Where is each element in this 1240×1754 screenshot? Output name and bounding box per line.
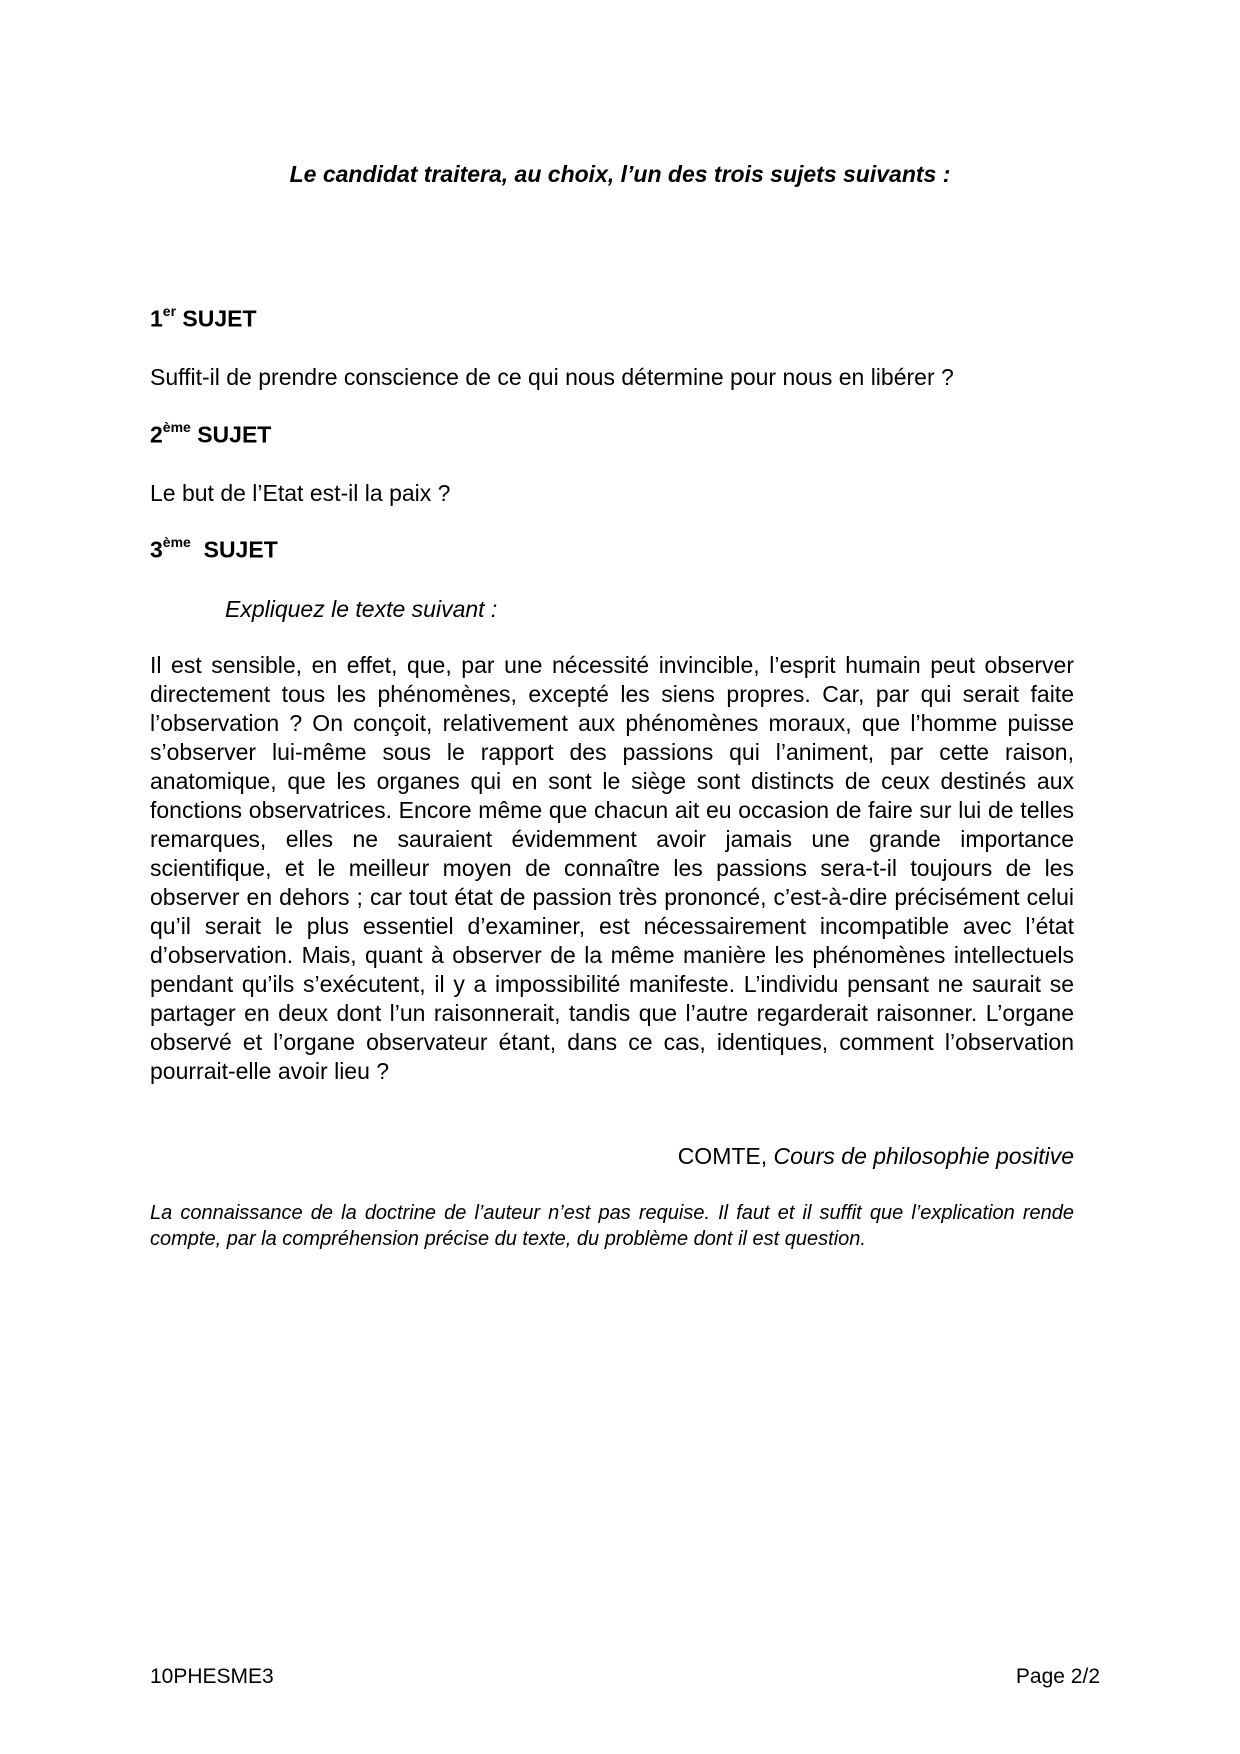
explanation-note: La connaissance de la doctrine de l’auteur n’est pas requise. Il faut et il suffit que l’explication rende compte, par la compréhension précise du texte, du problème dont il est question. [150, 1202, 1074, 1250]
sujet-3-ordinal: ème [162, 534, 191, 550]
sujet-3-heading [150, 536, 278, 564]
footer-exam-code: 10PHESME3 [150, 1665, 274, 1688]
sujet-3-label: SUJET [203, 536, 278, 563]
philosophy-passage: Il est sensible, en effet, que, par une nécessité invincible, l’esprit humain peut observer directement tous les phénomènes, excepté les siens propres. Car, par qui serait faite l’observation ? On conçoit, relativement aux phénomènes moraux, que l’homme puisse s’observer lui-même sous le rapport des passions qui l’animent, par cette raison, anatomique, que les organes qui en sont le siège sont distincts de ceux destinés aux fonctions observatrices. Encore même que chacun ait eu occasion de faire sur lui de telles remarques, elles ne sauraient évidemment avoir jamais une grande importance scientifique, et le meilleur moyen de connaître les passions sera-t-il toujours de les observer en dehors ; car tout état de passion très prononcé, c’est-à-dire précisément celui qu’il serait le plus essentiel d’examiner, est nécessairement incompatible avec l’état d’observation. Mais, quant à observer de la même manière les phénomènes intellectuels pendant qu’ils s’exécutent, il y a impossibilité manifeste. L’individu pensant ne saurait se partager en deux dont l’un raisonnerait, tandis que l’autre regarderait raisonner. L’organe observé et l’organe observateur étant, dans ce cas, identiques, comment l’observation pourrait-elle avoir lieu ? [150, 652, 1074, 1084]
sujet-1-ordinal: er [162, 303, 177, 319]
sujet-3-number: 3 [150, 536, 163, 563]
passage-source [150, 1143, 1074, 1170]
source-author: COMTE, [677, 1143, 774, 1169]
sujet-1-question: Suffit-il de prendre conscience de ce qui nous détermine pour nous en libérer ? [150, 364, 954, 390]
sujet-1-label: SUJET [182, 305, 257, 332]
sujet-2-number: 2 [150, 421, 163, 448]
sujet-2-ordinal: ème [162, 419, 191, 435]
intro-instruction: Le candidat traitera, au choix, l’un des trois sujets suivants : [289, 161, 951, 187]
sujet-1-heading [150, 305, 257, 333]
footer-page-number: Page 2/2 [1015, 1665, 1100, 1688]
text-instruction: Expliquez le texte suivant : [225, 596, 498, 622]
sujet-2-heading [150, 421, 271, 449]
sujet-1-number: 1 [150, 305, 163, 332]
source-title: Cours de philosophie positive [773, 1143, 1074, 1169]
sujet-2-label: SUJET [197, 421, 272, 448]
sujet-2-question: Le but de l’Etat est-il la paix ? [150, 480, 451, 506]
